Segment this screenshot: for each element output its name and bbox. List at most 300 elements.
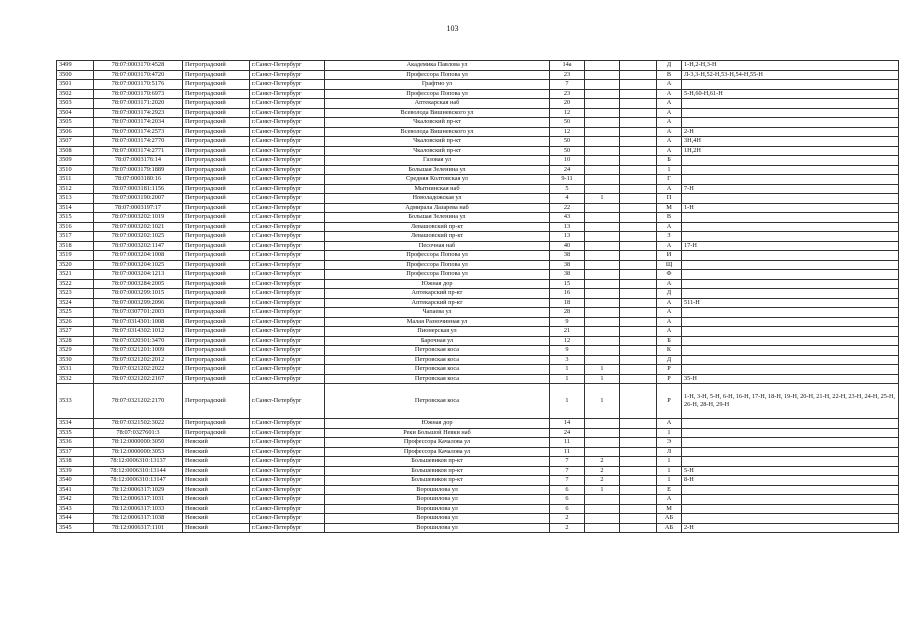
building-cell xyxy=(585,61,620,71)
table-row xyxy=(57,298,899,308)
structure-cell xyxy=(620,438,657,448)
building-cell xyxy=(585,127,620,137)
street-cell: Профессора Попова ул xyxy=(325,270,550,280)
city-cell: г.Санкт-Петербург xyxy=(250,514,325,524)
cadastral-number-cell: 78:07:0321502:3022 xyxy=(94,419,183,429)
street-cell: Реки Большой Невки наб xyxy=(325,428,550,438)
city-cell: г.Санкт-Петербург xyxy=(250,346,325,356)
building-cell xyxy=(585,99,620,109)
street-cell: Чапаева ул xyxy=(325,308,550,318)
building-cell xyxy=(585,260,620,270)
table-row xyxy=(57,184,899,194)
district-cell: Петроградский xyxy=(183,241,250,251)
district-cell: Петроградский xyxy=(183,317,250,327)
table-row xyxy=(57,384,899,419)
city-cell: г.Санкт-Петербург xyxy=(250,146,325,156)
row-number-cell: 3508 xyxy=(57,146,94,156)
premises-cell xyxy=(682,419,899,429)
cadastral-number-cell: 78:07:0003171:2020 xyxy=(94,99,183,109)
cadastral-number-cell: 78:07:0003170:4528 xyxy=(94,61,183,71)
street-cell: Всеволода Вишневского ул xyxy=(325,127,550,137)
street-cell: Большевиков пр-кт xyxy=(325,466,550,476)
row-number-cell: 3536 xyxy=(57,438,94,448)
street-cell: Профессора Качалова ул xyxy=(325,447,550,457)
city-cell: г.Санкт-Петербург xyxy=(250,523,325,533)
letter-cell: Д xyxy=(657,289,682,299)
building-cell xyxy=(585,241,620,251)
district-cell: Петроградский xyxy=(183,222,250,232)
letter-cell: Г xyxy=(657,175,682,185)
city-cell: г.Санкт-Петербург xyxy=(250,270,325,280)
house-cell: 2 xyxy=(550,523,585,533)
city-cell: г.Санкт-Петербург xyxy=(250,260,325,270)
street-cell: Песочная наб xyxy=(325,241,550,251)
structure-cell xyxy=(620,146,657,156)
cadastral-number-cell: 78:07:0003190:2007 xyxy=(94,194,183,204)
premises-cell xyxy=(682,438,899,448)
cadastral-number-cell: 78:07:0003176:14 xyxy=(94,156,183,166)
letter-cell: А xyxy=(657,495,682,505)
house-cell: 6 xyxy=(550,504,585,514)
cadastral-number-cell: 78:07:0003204:1008 xyxy=(94,251,183,261)
house-cell: 1 xyxy=(550,365,585,375)
district-cell: Петроградский xyxy=(183,374,250,384)
district-cell: Петроградский xyxy=(183,251,250,261)
premises-cell: 2-Н xyxy=(682,523,899,533)
street-cell: Большая Зеленина ул xyxy=(325,165,550,175)
row-number-cell: 3534 xyxy=(57,419,94,429)
row-number-cell: 3530 xyxy=(57,355,94,365)
row-number-cell: 3512 xyxy=(57,184,94,194)
street-cell: Профессора Попова ул xyxy=(325,260,550,270)
row-number-cell: 3538 xyxy=(57,457,94,467)
row-number-cell: 3517 xyxy=(57,232,94,242)
city-cell: г.Санкт-Петербург xyxy=(250,241,325,251)
building-cell xyxy=(585,251,620,261)
premises-cell: 8-Н xyxy=(682,476,899,486)
building-cell xyxy=(585,308,620,318)
structure-cell xyxy=(620,336,657,346)
letter-cell: Р xyxy=(657,384,682,419)
cadastral-number-cell: 78:07:0003299:2096 xyxy=(94,298,183,308)
city-cell: г.Санкт-Петербург xyxy=(250,137,325,147)
letter-cell: Е xyxy=(657,485,682,495)
table-row xyxy=(57,80,899,90)
district-cell: Петроградский xyxy=(183,175,250,185)
row-number-cell: 3526 xyxy=(57,317,94,327)
district-cell: Петроградский xyxy=(183,194,250,204)
city-cell: г.Санкт-Петербург xyxy=(250,99,325,109)
premises-cell: 1-Н,2-Н,3-Н xyxy=(682,61,899,71)
structure-cell xyxy=(620,108,657,118)
district-cell: Петроградский xyxy=(183,260,250,270)
city-cell: г.Санкт-Петербург xyxy=(250,317,325,327)
city-cell: г.Санкт-Петербург xyxy=(250,232,325,242)
table-row xyxy=(57,61,899,71)
cadastral-number-cell: 78:12:0006317:1031 xyxy=(94,495,183,505)
street-cell: Чкаловский пр-кт xyxy=(325,137,550,147)
street-cell: Петровская коса xyxy=(325,384,550,419)
table-row xyxy=(57,308,899,318)
premises-cell xyxy=(682,504,899,514)
building-cell xyxy=(585,279,620,289)
letter-cell: А xyxy=(657,89,682,99)
city-cell: г.Санкт-Петербург xyxy=(250,308,325,318)
street-cell: Средняя Колтовская ул xyxy=(325,175,550,185)
structure-cell xyxy=(620,137,657,147)
district-cell: Петроградский xyxy=(183,137,250,147)
row-number-cell: 3535 xyxy=(57,428,94,438)
row-number-cell: 3502 xyxy=(57,89,94,99)
street-cell: Ворошилова ул xyxy=(325,504,550,514)
structure-cell xyxy=(620,99,657,109)
table-row xyxy=(57,365,899,375)
table-row xyxy=(57,194,899,204)
premises-cell xyxy=(682,346,899,356)
city-cell: г.Санкт-Петербург xyxy=(250,365,325,375)
building-cell xyxy=(585,108,620,118)
city-cell: г.Санкт-Петербург xyxy=(250,289,325,299)
cadastral-number-cell: 78:07:0003202:1021 xyxy=(94,222,183,232)
structure-cell xyxy=(620,165,657,175)
street-cell: Большевиков пр-кт xyxy=(325,476,550,486)
table-row xyxy=(57,317,899,327)
street-cell: Южная дор xyxy=(325,279,550,289)
table-row xyxy=(57,504,899,514)
district-cell: Невский xyxy=(183,523,250,533)
cadastral-number-cell: 78:12:0006310:13137 xyxy=(94,457,183,467)
structure-cell xyxy=(620,241,657,251)
cadastral-number-cell: 78:07:0003174:2770 xyxy=(94,137,183,147)
structure-cell xyxy=(620,203,657,213)
street-cell: Ворошилова ул xyxy=(325,523,550,533)
row-number-cell: 3541 xyxy=(57,485,94,495)
cadastral-number-cell: 78:07:0321201:1009 xyxy=(94,346,183,356)
house-cell: 7 xyxy=(550,476,585,486)
district-cell: Невский xyxy=(183,466,250,476)
table-row xyxy=(57,270,899,280)
cadastral-number-cell: 78:12:0000000:3050 xyxy=(94,438,183,448)
district-cell: Невский xyxy=(183,447,250,457)
city-cell: г.Санкт-Петербург xyxy=(250,118,325,128)
premises-cell xyxy=(682,251,899,261)
page-number: 103 xyxy=(446,24,459,33)
city-cell: г.Санкт-Петербург xyxy=(250,485,325,495)
premises-cell xyxy=(682,428,899,438)
premises-cell xyxy=(682,260,899,270)
building-cell xyxy=(585,419,620,429)
structure-cell xyxy=(620,428,657,438)
row-number-cell: 3520 xyxy=(57,260,94,270)
premises-cell: 1-Н, 3-Н, 5-Н, 6-Н, 16-Н, 17-Н, 18-Н, 19-Н, 20-Н, 21-Н, 22-Н, 23-Н, 24-Н, 25-Н, 26-Н, 28-Н, 29-Н xyxy=(682,384,899,419)
table-row xyxy=(57,514,899,524)
district-cell: Петроградский xyxy=(183,156,250,166)
table-row xyxy=(57,146,899,156)
letter-cell: А xyxy=(657,317,682,327)
row-number-cell: 3537 xyxy=(57,447,94,457)
cadastral-number-cell: 78:12:0006317:1101 xyxy=(94,523,183,533)
building-cell xyxy=(585,495,620,505)
structure-cell xyxy=(620,523,657,533)
cadastral-number-cell: 78:12:0000000:3053 xyxy=(94,447,183,457)
row-number-cell: 3524 xyxy=(57,298,94,308)
city-cell: г.Санкт-Петербург xyxy=(250,80,325,90)
district-cell: Петроградский xyxy=(183,118,250,128)
street-cell: Левашовский пр-кт xyxy=(325,222,550,232)
street-cell: Петровская коса xyxy=(325,374,550,384)
city-cell: г.Санкт-Петербург xyxy=(250,127,325,137)
city-cell: г.Санкт-Петербург xyxy=(250,336,325,346)
letter-cell: М xyxy=(657,203,682,213)
building-cell xyxy=(585,80,620,90)
row-number-cell: 3522 xyxy=(57,279,94,289)
table-row xyxy=(57,457,899,467)
district-cell: Петроградский xyxy=(183,232,250,242)
cadastral-number-cell: 78:07:0327601:3 xyxy=(94,428,183,438)
letter-cell: 1 xyxy=(657,457,682,467)
premises-cell: 2-Н xyxy=(682,127,899,137)
street-cell: Левашовский пр-кт xyxy=(325,232,550,242)
city-cell: г.Санкт-Петербург xyxy=(250,327,325,337)
building-cell xyxy=(585,428,620,438)
letter-cell: А xyxy=(657,118,682,128)
structure-cell xyxy=(620,346,657,356)
premises-cell xyxy=(682,156,899,166)
letter-cell: В xyxy=(657,213,682,223)
district-cell: Петроградский xyxy=(183,70,250,80)
table-row xyxy=(57,476,899,486)
city-cell: г.Санкт-Петербург xyxy=(250,457,325,467)
premises-cell xyxy=(682,336,899,346)
letter-cell: А xyxy=(657,184,682,194)
letter-cell: А xyxy=(657,241,682,251)
table-row xyxy=(57,495,899,505)
letter-cell: А xyxy=(657,327,682,337)
letter-cell: А xyxy=(657,279,682,289)
district-cell: Петроградский xyxy=(183,270,250,280)
cadastral-number-cell: 78:07:0003174:2771 xyxy=(94,146,183,156)
street-cell: Адмирала Лазарева наб xyxy=(325,203,550,213)
premises-cell: 3Н,4Н xyxy=(682,137,899,147)
house-cell: 7 xyxy=(550,80,585,90)
house-cell: 7 xyxy=(550,466,585,476)
row-number-cell: 3545 xyxy=(57,523,94,533)
cadastral-number-cell: 78:12:0006310:13147 xyxy=(94,476,183,486)
house-cell: 18 xyxy=(550,298,585,308)
district-cell: Петроградский xyxy=(183,308,250,318)
house-cell: 38 xyxy=(550,270,585,280)
house-cell: 50 xyxy=(550,118,585,128)
table-row xyxy=(57,346,899,356)
house-cell: 38 xyxy=(550,251,585,261)
district-cell: Петроградский xyxy=(183,419,250,429)
row-number-cell: 3506 xyxy=(57,127,94,137)
street-cell: Графтио ул xyxy=(325,80,550,90)
house-cell: 7 xyxy=(550,457,585,467)
table-row xyxy=(57,523,899,533)
letter-cell: Л xyxy=(657,447,682,457)
cadastral-number-cell: 78:07:0003170:6973 xyxy=(94,89,183,99)
letter-cell: М xyxy=(657,504,682,514)
cadastral-number-cell: 78:07:0321202:2170 xyxy=(94,384,183,419)
cadastral-number-cell: 78:07:0003204:1025 xyxy=(94,260,183,270)
street-cell: Ворошилова ул xyxy=(325,495,550,505)
structure-cell xyxy=(620,355,657,365)
city-cell: г.Санкт-Петербург xyxy=(250,194,325,204)
letter-cell: 1 xyxy=(657,428,682,438)
city-cell: г.Санкт-Петербург xyxy=(250,175,325,185)
table-row xyxy=(57,99,899,109)
table-row xyxy=(57,447,899,457)
house-cell: 5 xyxy=(550,184,585,194)
building-cell xyxy=(585,222,620,232)
letter-cell: А xyxy=(657,127,682,137)
building-cell xyxy=(585,523,620,533)
table-row xyxy=(57,289,899,299)
premises-cell xyxy=(682,308,899,318)
district-cell: Петроградский xyxy=(183,336,250,346)
structure-cell xyxy=(620,232,657,242)
premises-cell xyxy=(682,118,899,128)
cadastral-number-cell: 78:07:0321202:2022 xyxy=(94,365,183,375)
structure-cell xyxy=(620,194,657,204)
house-cell: 23 xyxy=(550,70,585,80)
house-cell: 2 xyxy=(550,514,585,524)
structure-cell xyxy=(620,127,657,137)
property-registry-table xyxy=(56,60,899,533)
house-cell: 13 xyxy=(550,222,585,232)
structure-cell xyxy=(620,504,657,514)
structure-cell xyxy=(620,308,657,318)
cadastral-number-cell: 78:07:0003180:16 xyxy=(94,175,183,185)
building-cell xyxy=(585,317,620,327)
premises-cell xyxy=(682,222,899,232)
house-cell: 28 xyxy=(550,308,585,318)
city-cell: г.Санкт-Петербург xyxy=(250,476,325,486)
letter-cell: А xyxy=(657,137,682,147)
house-cell: 50 xyxy=(550,137,585,147)
row-number-cell: 3532 xyxy=(57,374,94,384)
street-cell: Всеволода Вишневского ул xyxy=(325,108,550,118)
letter-cell: Р xyxy=(657,374,682,384)
table-row xyxy=(57,118,899,128)
structure-cell xyxy=(620,476,657,486)
building-cell xyxy=(585,438,620,448)
district-cell: Петроградский xyxy=(183,108,250,118)
city-cell: г.Санкт-Петербург xyxy=(250,184,325,194)
letter-cell: АБ xyxy=(657,514,682,524)
row-number-cell: 3499 xyxy=(57,61,94,71)
row-number-cell: 3542 xyxy=(57,495,94,505)
letter-cell: Щ xyxy=(657,260,682,270)
structure-cell xyxy=(620,70,657,80)
table-row xyxy=(57,232,899,242)
district-cell: Петроградский xyxy=(183,213,250,223)
letter-cell: И xyxy=(657,251,682,261)
city-cell: г.Санкт-Петербург xyxy=(250,70,325,80)
row-number-cell: 3504 xyxy=(57,108,94,118)
cadastral-number-cell: 78:12:0006317:1029 xyxy=(94,485,183,495)
house-cell: 14а xyxy=(550,61,585,71)
building-cell xyxy=(585,270,620,280)
street-cell: Аптекарская наб xyxy=(325,99,550,109)
house-cell: 21 xyxy=(550,327,585,337)
premises-cell xyxy=(682,447,899,457)
house-cell: 43 xyxy=(550,213,585,223)
city-cell: г.Санкт-Петербург xyxy=(250,374,325,384)
cadastral-number-cell: 78:12:0006317:1033 xyxy=(94,504,183,514)
structure-cell xyxy=(620,374,657,384)
city-cell: г.Санкт-Петербург xyxy=(250,298,325,308)
premises-cell: 5-Н xyxy=(682,466,899,476)
letter-cell: Р xyxy=(657,365,682,375)
letter-cell: Ф xyxy=(657,270,682,280)
premises-cell xyxy=(682,80,899,90)
city-cell: г.Санкт-Петербург xyxy=(250,165,325,175)
structure-cell xyxy=(620,156,657,166)
structure-cell xyxy=(620,184,657,194)
structure-cell xyxy=(620,222,657,232)
cadastral-number-cell: 78:07:0003174:2573 xyxy=(94,127,183,137)
street-cell: Новоладожская ул xyxy=(325,194,550,204)
district-cell: Петроградский xyxy=(183,289,250,299)
street-cell: Южная дор xyxy=(325,419,550,429)
structure-cell xyxy=(620,457,657,467)
building-cell xyxy=(585,118,620,128)
premises-cell xyxy=(682,514,899,524)
table-row xyxy=(57,70,899,80)
premises-cell xyxy=(682,289,899,299)
city-cell: г.Санкт-Петербург xyxy=(250,279,325,289)
structure-cell xyxy=(620,485,657,495)
cadastral-number-cell: 78:07:0003174:2923 xyxy=(94,108,183,118)
premises-cell: Л-3,3-Н,52-Н,53-Н,54-Н,55-Н xyxy=(682,70,899,80)
table-row xyxy=(57,156,899,166)
premises-cell: 1-Н xyxy=(682,203,899,213)
street-cell: Большевиков пр-кт xyxy=(325,457,550,467)
city-cell: г.Санкт-Петербург xyxy=(250,384,325,419)
district-cell: Петроградский xyxy=(183,99,250,109)
street-cell: Профессора Попова ул xyxy=(325,251,550,261)
building-cell: 2 xyxy=(585,476,620,486)
table-row xyxy=(57,279,899,289)
table-body xyxy=(57,61,899,533)
letter-cell: А xyxy=(657,80,682,90)
structure-cell xyxy=(620,175,657,185)
letter-cell: А xyxy=(657,419,682,429)
letter-cell: А xyxy=(657,99,682,109)
premises-cell: 35-Н xyxy=(682,374,899,384)
structure-cell xyxy=(620,213,657,223)
row-number-cell: 3527 xyxy=(57,327,94,337)
structure-cell xyxy=(620,495,657,505)
street-cell: Чкаловский пр-кт xyxy=(325,118,550,128)
district-cell: Петроградский xyxy=(183,346,250,356)
street-cell: Газовая ул xyxy=(325,156,550,166)
letter-cell: Э xyxy=(657,438,682,448)
letter-cell: 1 xyxy=(657,476,682,486)
cadastral-number-cell: 78:07:0320301:3470 xyxy=(94,336,183,346)
cadastral-number-cell: 78:07:0003202:1147 xyxy=(94,241,183,251)
city-cell: г.Санкт-Петербург xyxy=(250,89,325,99)
building-cell xyxy=(585,346,620,356)
house-cell: 6 xyxy=(550,485,585,495)
building-cell xyxy=(585,355,620,365)
table-row xyxy=(57,213,899,223)
premises-cell xyxy=(682,194,899,204)
city-cell: г.Санкт-Петербург xyxy=(250,466,325,476)
district-cell: Петроградский xyxy=(183,80,250,90)
